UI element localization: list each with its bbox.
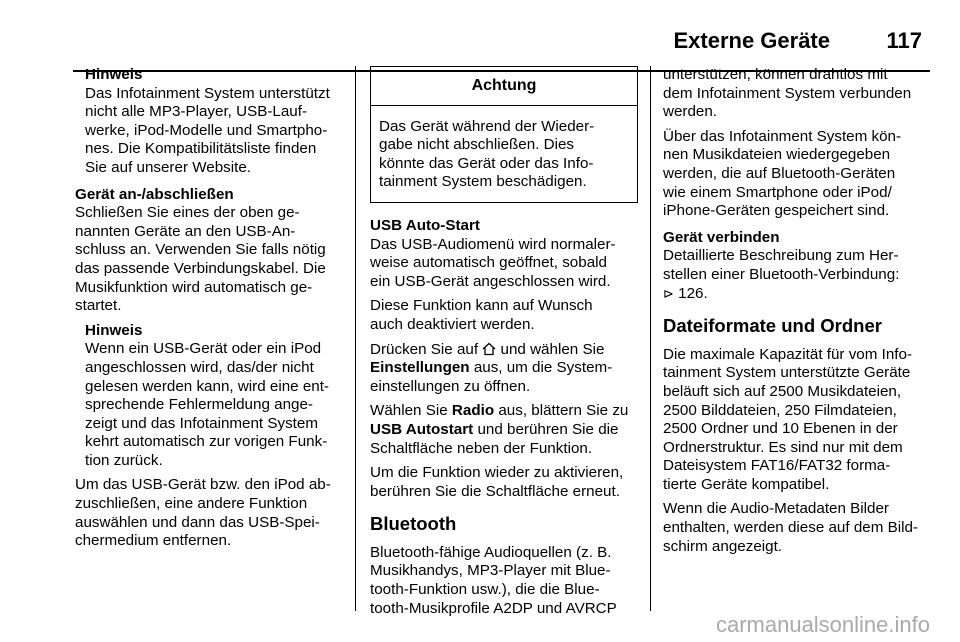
text-line: Wenn die Audio-Metadaten Bilder bbox=[663, 500, 889, 518]
text-line: weise automatisch geöffnet, sobald bbox=[370, 254, 607, 272]
section-title-bluetooth: Bluetooth bbox=[370, 513, 457, 535]
home-icon bbox=[482, 342, 496, 356]
text-line: tainment System unterstützte Geräte bbox=[663, 364, 911, 382]
chapter-title: Externe Geräte bbox=[673, 28, 830, 53]
paragraph bbox=[663, 346, 925, 495]
text-line: Über das Infotainment System kön- bbox=[663, 127, 902, 145]
text-run: und wählen Sie bbox=[500, 340, 605, 358]
text-line: enthalten, werden diese auf dem Bild- bbox=[663, 519, 918, 537]
page-reference[interactable]: 126. bbox=[678, 284, 708, 302]
note-title: Hinweis bbox=[85, 66, 143, 83]
text-line: Die maximale Kapazität für vom Info- bbox=[663, 345, 912, 363]
text-line: Musikfunktion wird automatisch ge- bbox=[75, 278, 313, 296]
note-line: nes. Die Kompatibilitätsliste finden bbox=[85, 140, 317, 158]
text-line: Um das USB-Gerät bzw. den iPod ab- bbox=[75, 476, 331, 494]
note-line: zeigt und das Infotainment System bbox=[85, 414, 319, 432]
text-line: ein USB-Gerät angeschlossen wird. bbox=[370, 272, 611, 290]
warning-title: Achtung bbox=[371, 67, 637, 106]
text-line: stellen einer Bluetooth-Verbindung: bbox=[663, 265, 900, 283]
section-title-file-formats: Dateiformate und Ordner bbox=[663, 315, 882, 337]
menu-term: USB Autostart bbox=[370, 420, 474, 438]
text-line: Schließen Sie eines der oben ge- bbox=[75, 204, 300, 222]
column-2 bbox=[370, 66, 638, 624]
text-line: Dateisystem FAT16/FAT32 forma- bbox=[663, 457, 891, 475]
subheading-usb-autostart: USB Auto-Start bbox=[370, 216, 480, 234]
text-line: Das Gerät während der Wieder- bbox=[379, 117, 595, 135]
text-run: Wählen Sie bbox=[370, 402, 448, 420]
paragraph bbox=[663, 247, 925, 303]
column-divider-1 bbox=[355, 66, 356, 611]
text-line: tooth-Musikprofile A2DP und AVRCP bbox=[370, 599, 617, 617]
page-reference-arrow-icon: ⊳ bbox=[663, 285, 674, 301]
note-line: angeschlossen wird, das/der nicht bbox=[85, 358, 314, 376]
paragraph bbox=[370, 297, 638, 334]
text-line: Detaillierte Beschreibung zum Her- bbox=[663, 247, 899, 265]
text-line: startet. bbox=[75, 297, 122, 315]
text-line: berühren Sie die Schaltfläche erneut. bbox=[370, 482, 620, 500]
menu-term: Einstellungen bbox=[370, 359, 470, 377]
watermark: carmanualsonline.info bbox=[715, 612, 930, 637]
text-run: Schaltfläche neben der Funktion. bbox=[370, 439, 593, 457]
note-line: nicht alle MP3-Player, USB-Lauf- bbox=[85, 103, 307, 121]
text-line: werden. bbox=[663, 103, 718, 121]
text-line: 2500 Bilddateien, 250 Filmdateien, bbox=[663, 401, 897, 419]
text-line: Das USB-Audiomenü wird normaler- bbox=[370, 235, 616, 253]
note-compatibility bbox=[85, 66, 351, 178]
paragraph-radio bbox=[370, 402, 638, 458]
text-run: aus, blättern Sie zu bbox=[498, 402, 629, 420]
warning-box bbox=[370, 66, 638, 203]
note-line: Wenn ein USB-Gerät oder ein iPod bbox=[85, 340, 322, 358]
text-line: chermedium entfernen. bbox=[75, 532, 232, 550]
paragraph bbox=[370, 544, 638, 618]
text-line: unterstützen, können drahtlos mit bbox=[663, 66, 888, 83]
text-run: Drücken Sie auf bbox=[370, 340, 479, 358]
text-line: schluss an. Verwenden Sie falls nötig bbox=[75, 241, 326, 259]
note-line: kehrt automatisch zur vorigen Funk- bbox=[85, 433, 328, 451]
paragraph-settings bbox=[370, 341, 638, 397]
subheading-connect: Gerät an-/abschließen bbox=[75, 185, 234, 203]
text-line: tierte Geräte kompatibel. bbox=[663, 475, 830, 493]
text-line: Bluetooth-fähige Audioquellen (z. B. bbox=[370, 543, 612, 561]
note-title: Hinweis bbox=[85, 321, 143, 339]
text-line: 2500 Ordner und 10 Ebenen in der bbox=[663, 420, 898, 438]
text-line: iPhone-Geräten gespeichert sind. bbox=[663, 202, 890, 220]
page-number: 117 bbox=[886, 28, 922, 53]
note-line: gelesen werden kann, wird eine ent- bbox=[85, 377, 329, 395]
text-line: Diese Funktion kann auf Wunsch bbox=[370, 297, 593, 315]
paragraph-disconnect bbox=[75, 476, 351, 550]
text-run: aus, um die System- bbox=[473, 359, 613, 377]
column-1 bbox=[75, 66, 351, 557]
paragraph bbox=[663, 128, 925, 221]
note-line: werke, iPod-Modelle und Smartpho- bbox=[85, 121, 328, 139]
menu-term: Radio bbox=[451, 402, 495, 420]
text-line: werden, die auf Bluetooth-Geräten bbox=[663, 164, 896, 182]
text-line: gabe nicht abschließen. Dies bbox=[379, 136, 575, 154]
warning-text bbox=[371, 106, 637, 202]
paragraph-connect bbox=[75, 204, 351, 316]
page-header bbox=[0, 18, 960, 58]
text-line: Musikhandys, MP3-Player mit Blue- bbox=[370, 562, 611, 580]
text-line: nannten Geräte an den USB-An- bbox=[75, 222, 296, 240]
subheading-connect-device: Gerät verbinden bbox=[663, 228, 780, 246]
text-line: das passende Verbindungskabel. Die bbox=[75, 259, 326, 277]
text-line: tainment System beschädigen. bbox=[379, 173, 587, 191]
text-line: nen Musikdateien wiedergegeben bbox=[663, 146, 891, 164]
paragraph bbox=[663, 500, 925, 556]
text-line: Um die Funktion wieder zu aktivieren, bbox=[370, 464, 624, 482]
text-line: beläuft sich auf 2500 Musikdateien, bbox=[663, 382, 902, 400]
column-3 bbox=[663, 66, 925, 562]
paragraph bbox=[663, 66, 925, 122]
note-line: sprechende Fehlermeldung ange- bbox=[85, 396, 313, 414]
note-line: Das Infotainment System unterstützt bbox=[85, 84, 330, 102]
text-line: tooth-Funktion usw.), die die Blue- bbox=[370, 581, 600, 599]
note-error bbox=[85, 322, 351, 471]
note-line: Sie auf unserer Website. bbox=[85, 158, 252, 176]
paragraph bbox=[370, 236, 638, 292]
text-line: Ordnerstruktur. Es sind nur mit dem bbox=[663, 438, 903, 456]
text-line: schirm angezeigt. bbox=[663, 537, 783, 555]
text-run: und berühren Sie die bbox=[477, 420, 619, 438]
text-line: könnte das Gerät oder das Info- bbox=[379, 154, 594, 172]
text-run: einstellungen zu öffnen. bbox=[370, 377, 531, 395]
text-line: auswählen und dann das USB-Spei- bbox=[75, 513, 320, 531]
text-line: wie einem Smartphone oder iPod/ bbox=[663, 183, 892, 201]
note-line: tion zurück. bbox=[85, 451, 163, 469]
column-divider-2 bbox=[650, 66, 651, 611]
text-line: zuschließen, eine andere Funktion bbox=[75, 495, 308, 513]
text-line: auch deaktiviert werden. bbox=[370, 315, 535, 333]
paragraph bbox=[370, 464, 638, 501]
text-line: dem Infotainment System verbunden bbox=[663, 84, 912, 102]
